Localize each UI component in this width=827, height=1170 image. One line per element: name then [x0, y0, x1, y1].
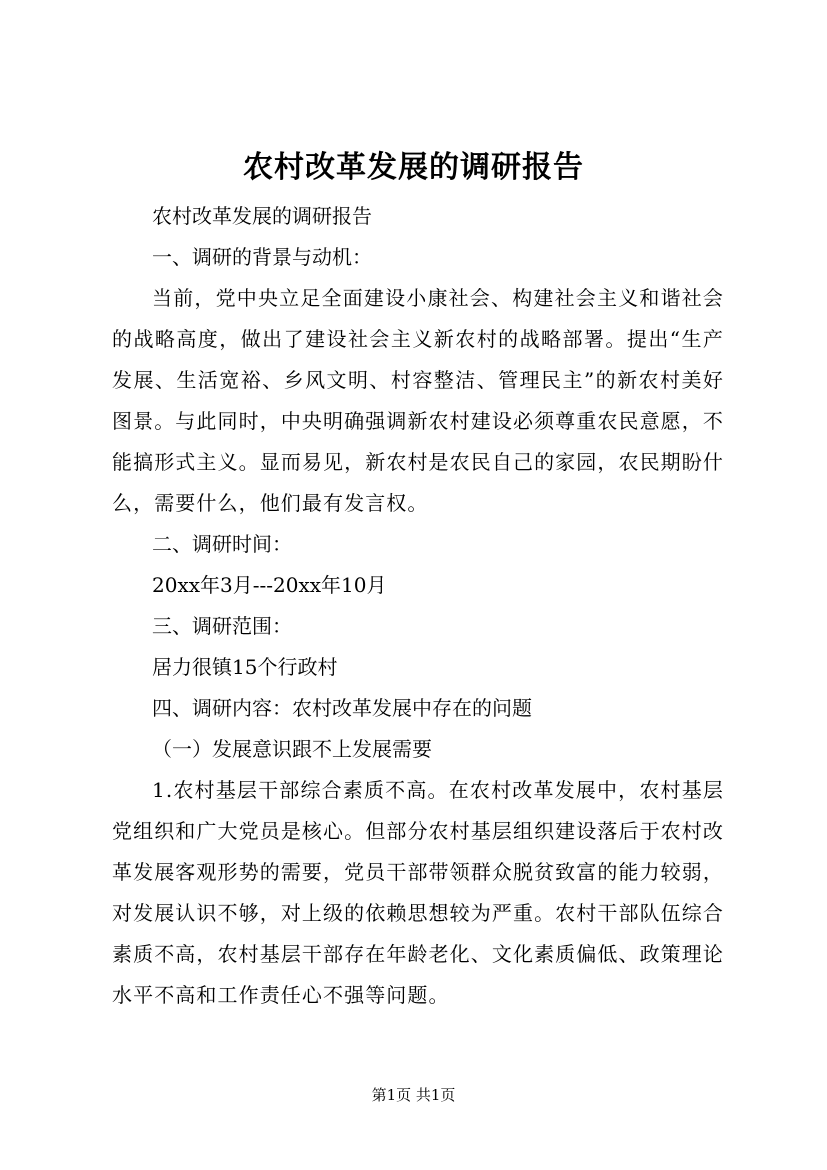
subtitle-line: 农村改革发展的调研报告: [152, 204, 372, 228]
page-number-label: 第1页 共1页: [371, 1086, 456, 1104]
document-body: [112, 196, 724, 1016]
section-heading-content: 四、调研内容：农村改革发展中存在的问题: [152, 696, 532, 720]
paragraph-cadre-quality: 1.农村基层干部综合素质不高。在农村改革发展中，农村基层党组织和广大党员是核心。但部分农村基层组织建设落后于农村改革发展客观形势的需要，党员干部带领群众脱贫致富的能力较弱，对发展认识不够，对上级的依赖思想较为严重。农村干部队伍综合素质不高，农村基层干部存在年龄老化、文化素质偏低、政策理论水平不高和工作责任心不强等问题。: [112, 778, 724, 1007]
paragraph-background: 当前，党中央立足全面建设小康社会、构建社会主义和谐社会的战略高度，做出了建设社会主义新农村的战略部署。提出“生产发展、生活宽裕、乡风文明、村容整洁、管理民主”的新农村美好图景。与此同时，中央明确强调新农村建设必须尊重农民意愿，不能搞形式主义。显而易见，新农村是农民自己的家园，农民期盼什么，需要什么，他们最有发言权。: [112, 286, 724, 515]
time-range: 20xx年3月---20xx年10月: [152, 573, 387, 597]
page-footer: [0, 1084, 827, 1106]
subsection-heading: （一）发展意识跟不上发展需要: [152, 737, 432, 761]
section-heading-scope: 三、调研范围：: [152, 614, 292, 638]
section-heading-time: 二、调研时间：: [152, 532, 292, 556]
scope-text: 居力很镇15个行政村: [152, 655, 338, 679]
section-heading-background: 一、调研的背景与动机：: [152, 245, 372, 269]
document-title: 农村改革发展的调研报告: [243, 150, 584, 185]
